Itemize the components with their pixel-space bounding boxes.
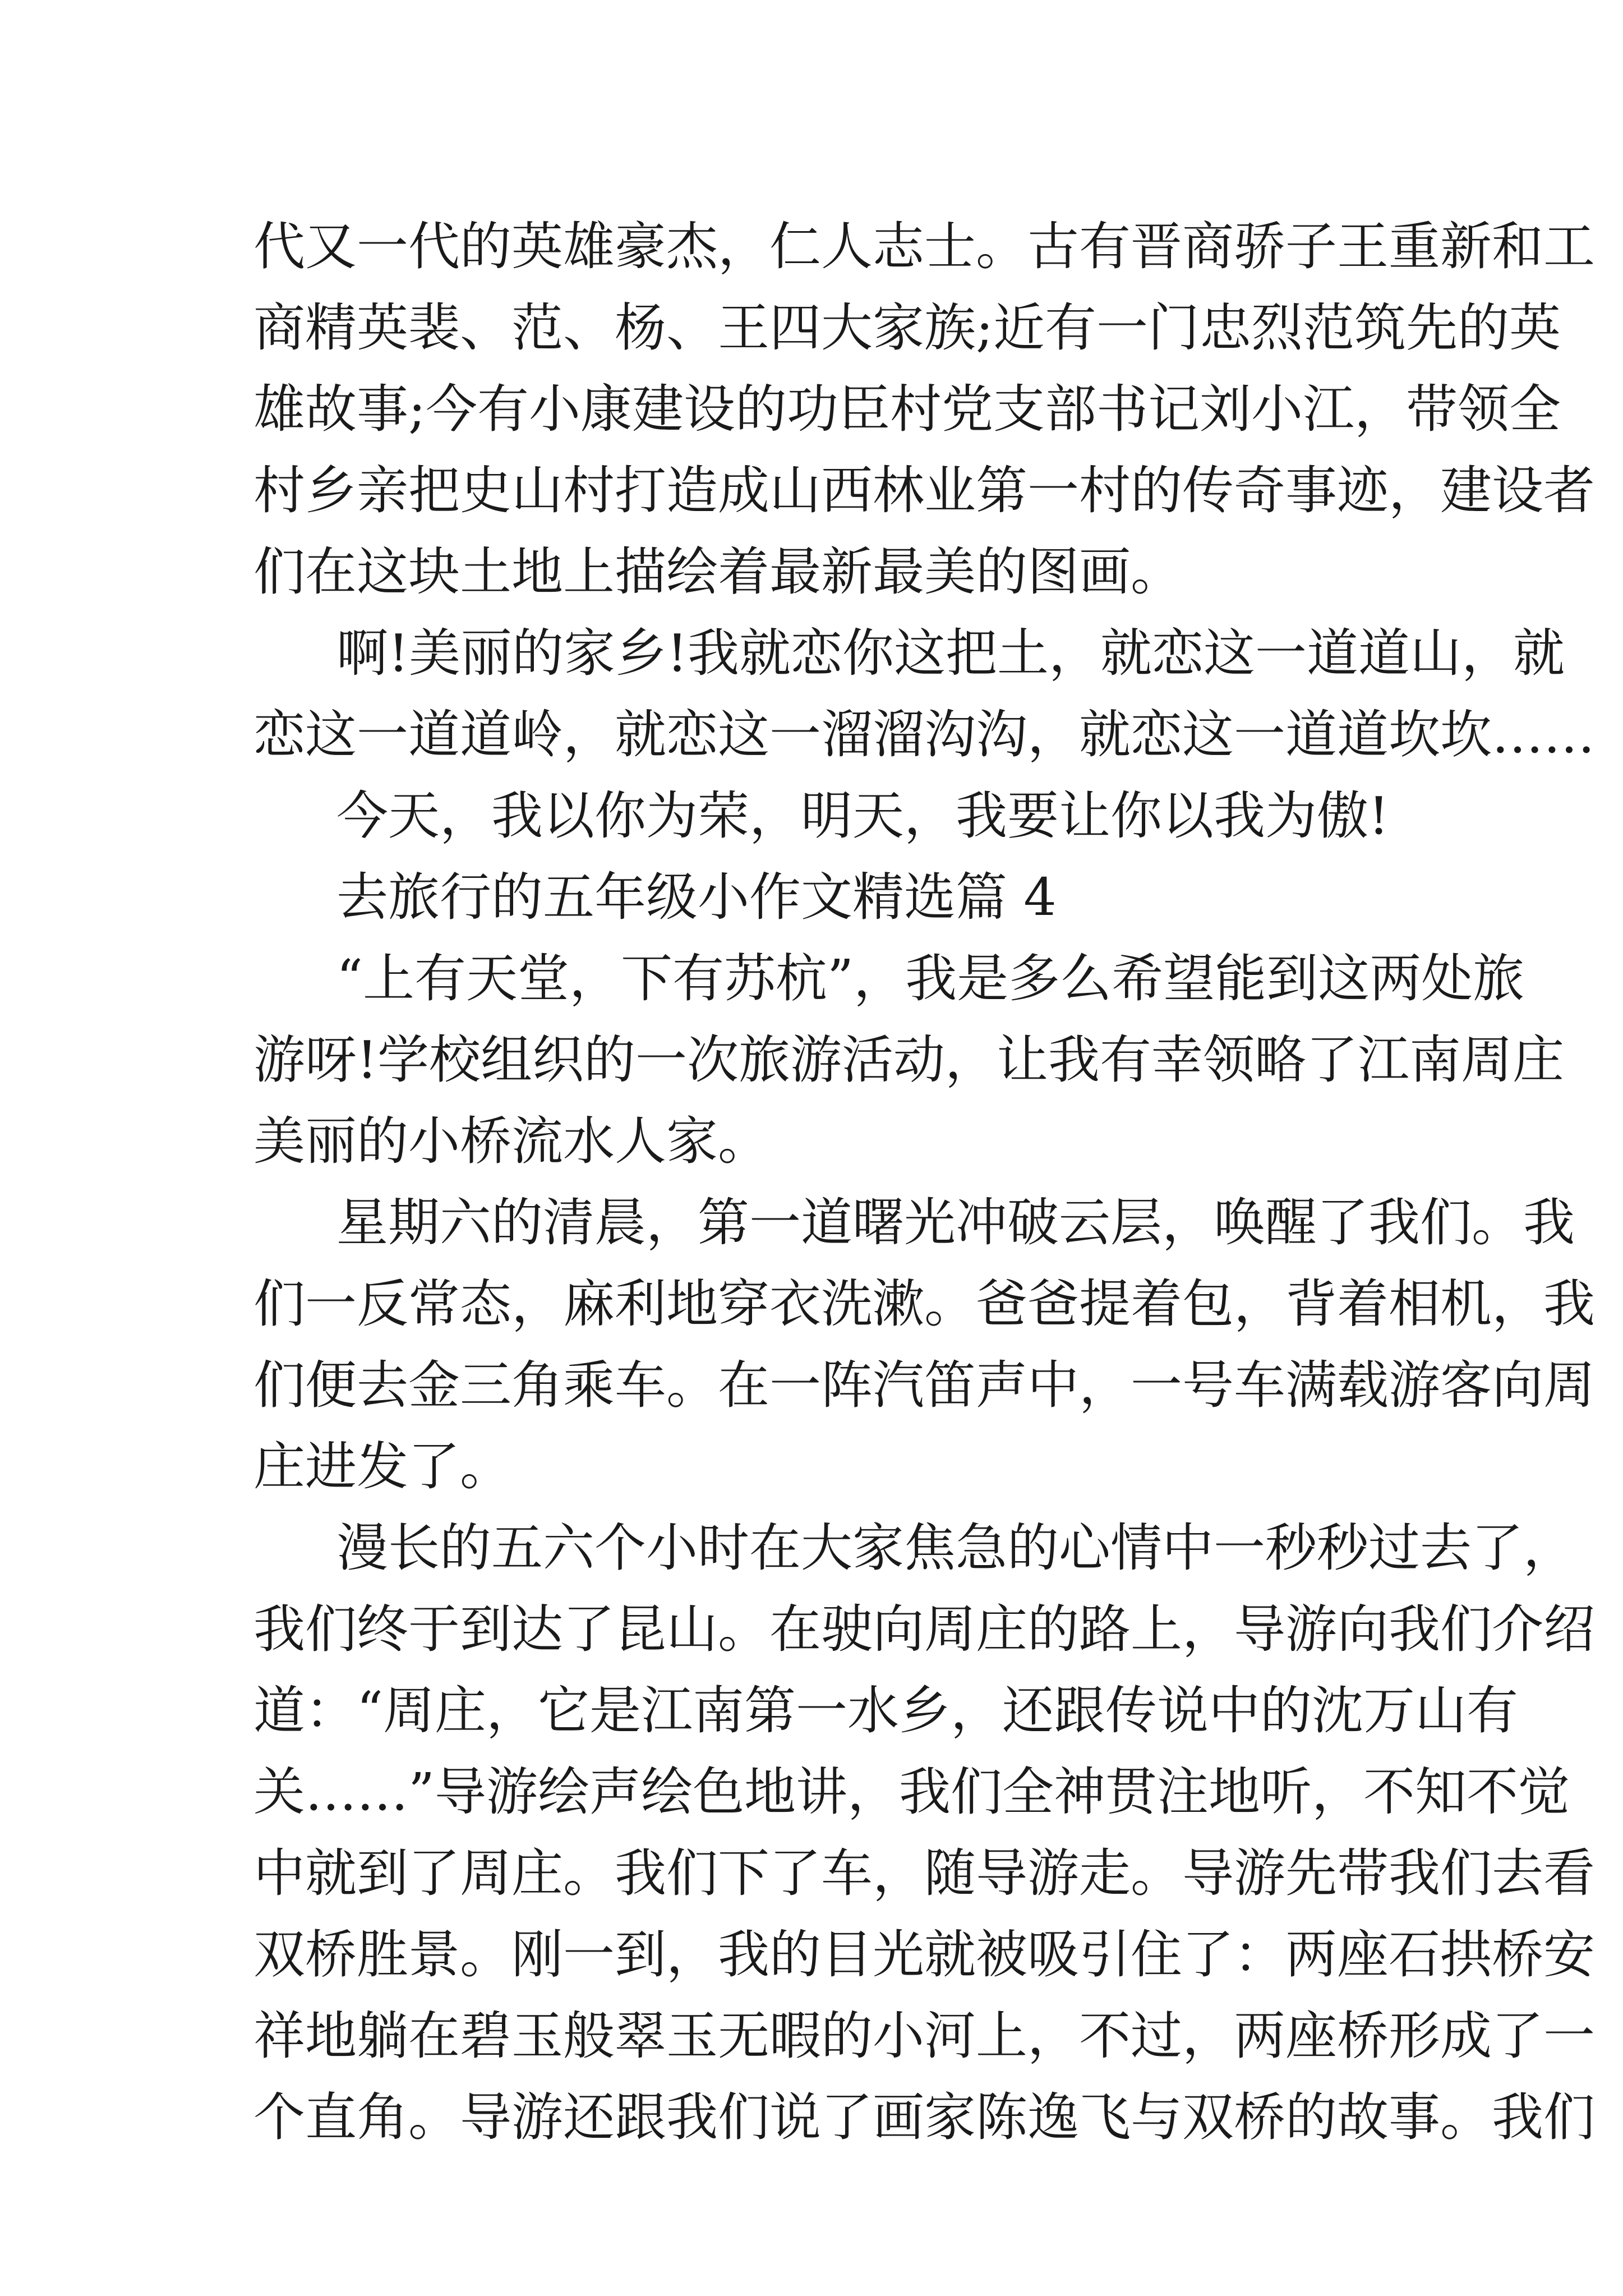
text-line: 今天，我以你为荣，明天，我要让你以我为傲! xyxy=(336,786,1389,846)
text-line: “上有天堂，下有苏杭”，我是多么希望能到这两处旅 xyxy=(336,949,1525,1009)
text-line: 星期六的清晨，第一道曙光冲破云层，唤醒了我们。我 xyxy=(336,1193,1575,1253)
text-line: 个直角。导游还跟我们说了画家陈逸飞与双桥的故事。我们 xyxy=(253,2087,1596,2147)
text-line: 我们终于到达了昆山。在驶向周庄的路上，导游向我们介绍 xyxy=(253,1599,1596,1659)
text-line: 代又一代的英雄豪杰，仁人志士。古有晋商骄子王重新和工 xyxy=(253,217,1596,277)
text-line: 啊!美丽的家乡!我就恋你这把土，就恋这一道道山，就 xyxy=(336,623,1565,683)
text-line: 关……”导游绘声绘色地讲，我们全神贯注地听，不知不觉 xyxy=(253,1762,1570,1822)
text-line: 们一反常态，麻利地穿衣洗漱。爸爸提着包，背着相机，我 xyxy=(253,1274,1596,1334)
text-line: 村乡亲把史山村打造成山西林业第一村的传奇事迹，建设者 xyxy=(253,461,1596,521)
text-line: 中就到了周庄。我们下了车，随导游走。导游先带我们去看 xyxy=(253,1843,1596,1903)
text-line: 道：“周庄，它是江南第一水乡，还跟传说中的沈万山有 xyxy=(253,1681,1519,1741)
text-line: 庄进发了。 xyxy=(253,1437,512,1497)
text-line: 祥地躺在碧玉般翠玉无暇的小河上，不过，两座桥形成了一 xyxy=(253,2006,1596,2066)
text-line: 商精英裴、范、杨、王四大家族;近有一门忠烈范筑先的英 xyxy=(253,298,1561,358)
text-line: 们在这块土地上描绘着最新最美的图画。 xyxy=(253,542,1183,602)
text-line: 双桥胜景。刚一到，我的目光就被吸引住了：两座石拱桥安 xyxy=(253,1925,1596,1985)
text-line: 雄故事;今有小康建设的功臣村党支部书记刘小江，带领全 xyxy=(253,379,1561,439)
text-line: 恋这一道道岭，就恋这一溜溜沟沟，就恋这一道道坎坎…… xyxy=(253,705,1596,765)
text-line: 美丽的小桥流水人家。 xyxy=(253,1111,770,1171)
text-line: 漫长的五六个小时在大家焦急的心情中一秒秒过去了， xyxy=(336,1518,1575,1578)
section-heading: 去旅行的五年级小作文精选篇 4 xyxy=(336,867,1057,927)
text-line: 游呀!学校组织的一次旅游活动，让我有幸领略了江南周庄 xyxy=(253,1030,1564,1090)
text-line: 们便去金三角乘车。在一阵汽笛声中，一号车满载游客向周 xyxy=(253,1355,1596,1415)
